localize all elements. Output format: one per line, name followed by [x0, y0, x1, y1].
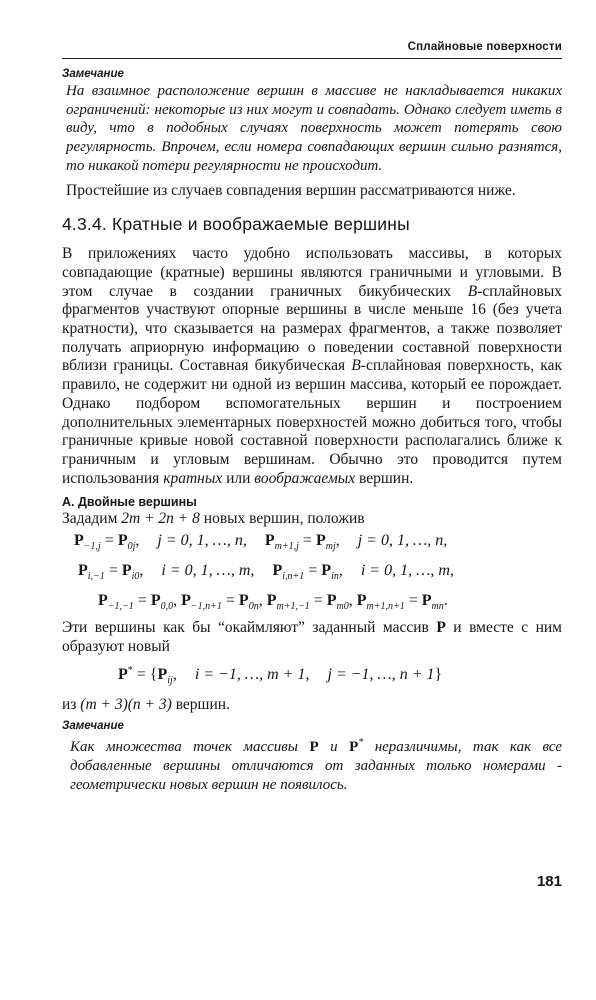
running-header: [62, 40, 562, 59]
remark-label: Замечание: [62, 68, 124, 80]
emphasis-imaginary: воображаемых: [254, 469, 356, 487]
remark-block-1: [62, 68, 562, 176]
emphasis-multiple: кратных: [163, 469, 223, 487]
paragraph-simplest-cases: Простейшие из случаев совпадения вершин рассматриваются ниже.: [66, 181, 516, 199]
paragraph-set-vertices: Зададим 2m + 2n + 8 новых вершин, положив: [62, 510, 365, 528]
remark-text: Как множества точек массивы P и P* неразличимы, так как все добавленные вершины отличаются от заданных только номерами - геометрически новых вершин не появилось.: [70, 737, 562, 793]
page-number: 181: [536, 873, 562, 890]
italic-b: B: [467, 282, 478, 300]
subsection-heading: А. Двойные вершины: [62, 495, 197, 510]
remark-block-2: [62, 720, 562, 794]
running-title: Сплайновые поверхности: [407, 41, 562, 53]
formula-corner-vertices: $P_{-1,-1} = P_{0,0}$, $P_{-1,n+1} = P_{0n}$, $P_{m+1,-1} = P_{m0}$, $P_{m+1,n+1} = P_{mn}$.: [98, 592, 448, 613]
remark-text: На взаимное расположение вершин в массиве не накладывается никаких ограничений: некоторые из них могут и совпадать. Однако следует иметь в виду, что в подобных случаях поверхность может потерять свою регулярность. Впрочем, если номера совпадающих вершин сильно разнятся, то никакой потери регулярности не происходит.: [66, 83, 562, 174]
formula-rows-extension: $P_{-1,j} = P_{0j}$, j = 0, 1, …, n, $P_{m+1,j} = P_{mj}$, j = 0, 1, …, n,: [74, 532, 448, 553]
remark-label: Замечание: [62, 720, 124, 733]
page-content: [62, 68, 562, 794]
italic-b: B: [351, 357, 361, 375]
formula-columns-extension: $P_{i,-1} = P_{i0}$, i = 0, 1, …, m, $P_{i,n+1} = P_{in}$, i = 0, 1, …, m,: [78, 562, 454, 583]
section-heading: 4.3.4. Кратные и воображаемые вершины: [62, 214, 410, 235]
paragraph-vertex-count: из (m + 3)(n + 3) вершин.: [62, 696, 230, 714]
paragraph-framing: Эти вершины как бы “окаймляют” заданный массив P и вместе с ним образуют новый: [62, 619, 562, 655]
paragraph-main: В приложениях часто удобно использовать массивы, в которых совпадающие (кратные) вершины являются граничными и угловыми. В этом случае в создании граничных бикубических B-сплайновых фрагментов участвуют опорные вершины в числе меньше 16 (без учета кратности), что сказывается на размерах фрагментов, а также позволяет получать априорную информацию о поведении составной поверхности вблизи границы. Составная бикубическая B-сплайновая поверхность, как правило, не содержит ни одной из вершин массива, который ее порождает. Однако подбором вспомогательных вершин и построением дополнительных элементарных поверхностей можно добиться того, чтобы граничные кривые новой составной поверхности располагались ближе к граничным и угловым вершинам. Обычно это проводится путем использования кратных или воображаемых вершин.: [62, 245, 562, 487]
formula-extended-array: $P^* = \{P_{ij}$, i = −1, …, m + 1, j = −1, …, n + 1}: [118, 665, 443, 687]
